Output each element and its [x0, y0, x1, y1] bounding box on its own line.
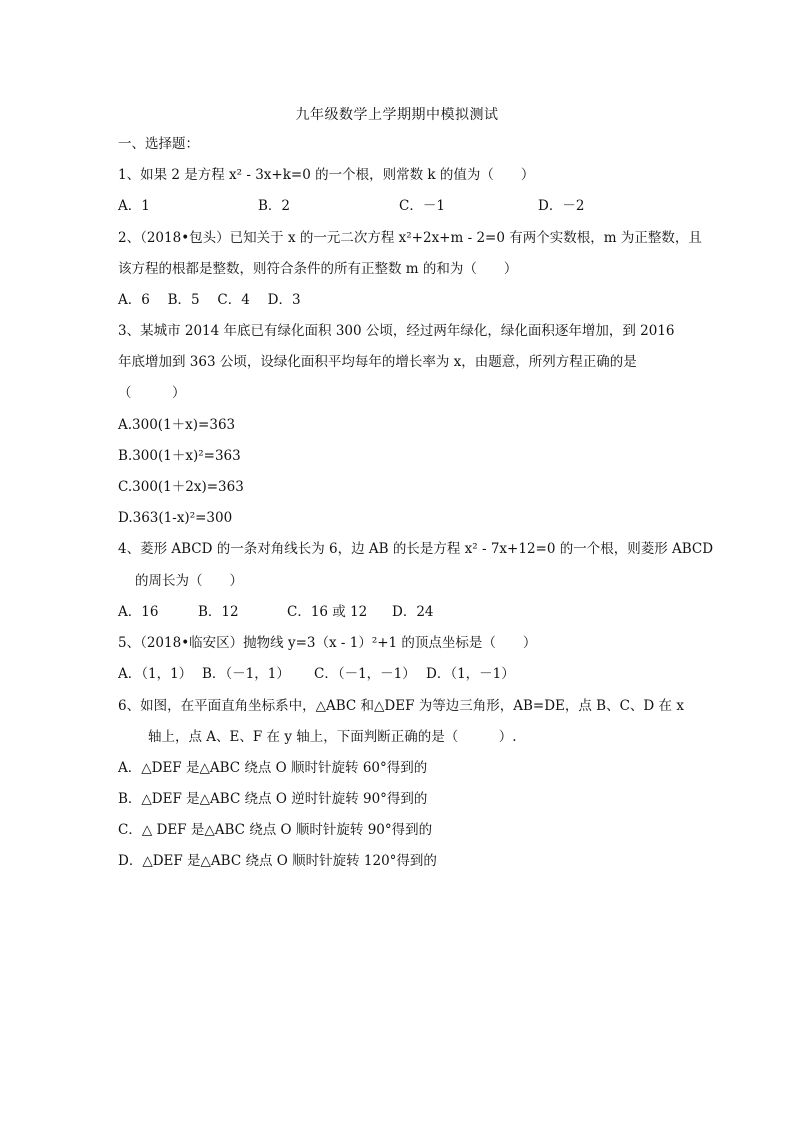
q4-option-a: A．16: [118, 604, 159, 620]
q5-option-c: C．（－1，－1）: [314, 666, 416, 682]
question-3-stem-line1: 3、某城市 2014 年底已有绿化面积 300 公顷，经过两年绿化，绿化面积逐年增加，到 2016: [118, 323, 675, 339]
q5-option-d: D．（1，－1）: [426, 666, 515, 682]
question-2-stem-line1: 2、（2018•包头）已知关于 x 的一元二次方程 x²+2x+m - 2=0 有两个实数根，m 为正整数，且: [118, 230, 702, 246]
q5-option-b: B．（－1，1）: [202, 666, 290, 682]
page-title: 九年级数学上学期期中模拟测试: [295, 107, 499, 123]
q4-option-b: B．12: [198, 604, 239, 620]
question-6-stem-line2: 轴上，点 A、E、F 在 y 轴上，下面判断正确的是（ ）.: [148, 729, 517, 745]
q6-option-d: D．△DEF 是△ABC 绕点 O 顺时针旋转 120°得到的: [118, 853, 437, 869]
q4-option-c: C．16 或 12: [287, 604, 368, 620]
question-6-stem-line1: 6、如图，在平面直角坐标系中，△ABC 和△DEF 为等边三角形，AB=DE，点 B、C、D 在 x: [118, 698, 684, 714]
section-heading: 一、选择题：: [118, 136, 199, 152]
question-2-options: A．6 B．5 C．4 D．3: [118, 292, 301, 308]
q1-option-b: B．2: [258, 198, 291, 214]
question-5-stem: 5、（2018•临安区）抛物线 y=3（x - 1）²+1 的顶点坐标是（ ）: [118, 635, 537, 651]
question-4-stem-line1: 4、菱形 ABCD 的一条对角线长为 6，边 AB 的长是方程 x² - 7x+12=0 的一个根，则菱形 ABCD: [118, 541, 714, 557]
question-4-stem-line2: 的周长为（ ）: [135, 573, 243, 589]
question-1-stem: 1、如果 2 是方程 x² - 3x+k=0 的一个根，则常数 k 的值为（ ）: [118, 167, 535, 183]
q3-option-b: B.300(1＋x)²=363: [118, 448, 241, 464]
q6-option-a: A．△DEF 是△ABC 绕点 O 顺时针旋转 60°得到的: [118, 760, 428, 776]
q6-option-c: C．△ DEF 是△ABC 绕点 O 顺时针旋转 90°得到的: [118, 822, 433, 838]
q3-option-d: D.363(1-x)²=300: [118, 510, 233, 526]
q1-option-c: C．－1: [399, 198, 445, 214]
q3-option-c: C.300(1＋2x)=363: [118, 479, 244, 495]
q5-option-a: A．（1，1）: [118, 666, 193, 682]
q1-option-a: A．1: [118, 198, 150, 214]
q4-option-d: D．24: [392, 604, 434, 620]
q1-option-d: D．－2: [538, 198, 585, 214]
q3-option-a: A.300(1＋x)=363: [118, 417, 236, 433]
question-3-stem-line2: 年底增加到 363 公顷，设绿化面积平均每年的增长率为 x，由题意，所列方程正确的是: [118, 354, 637, 370]
question-2-stem-line2: 该方程的根都是整数，则符合条件的所有正整数 m 的和为（ ）: [118, 261, 518, 277]
question-3-stem-line3: （ ）: [118, 385, 186, 401]
q6-option-b: B．△DEF 是△ABC 绕点 O 逆时针旋转 90°得到的: [118, 791, 428, 807]
